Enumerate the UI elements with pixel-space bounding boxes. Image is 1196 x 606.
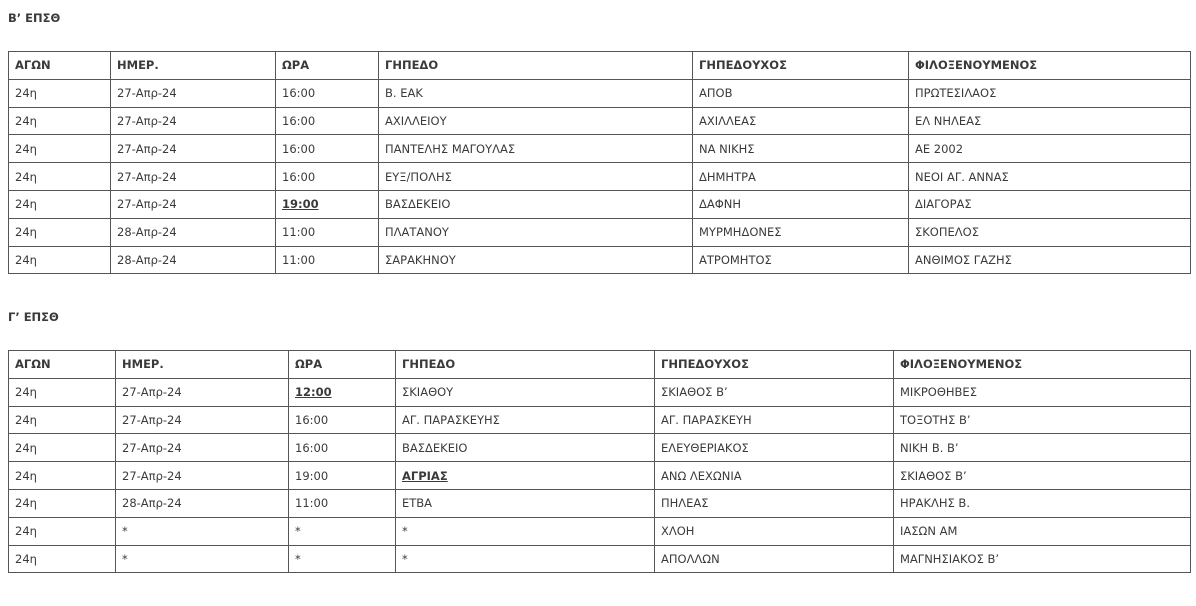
cell-time: 11:00 <box>276 218 379 246</box>
cell-home-team: ΑΧΙΛΛΕΑΣ <box>693 107 909 135</box>
cell-date: 27-Απρ-24 <box>116 434 289 462</box>
cell-away-team: ΣΚΙΑΘΟΣ Β’ <box>894 462 1191 490</box>
cell-time: * <box>289 517 396 545</box>
cell-date: 27-Απρ-24 <box>111 190 276 218</box>
table-row <box>9 190 1191 218</box>
cell-away-team: ΙΑΣΩΝ ΑΜ <box>894 517 1191 545</box>
cell-date: 28-Απρ-24 <box>111 246 276 274</box>
table-row <box>9 462 1191 490</box>
cell-away-team: ΝΙΚΗ Β. Β’ <box>894 434 1191 462</box>
cell-time: 16:00 <box>276 135 379 163</box>
cell-date: 27-Απρ-24 <box>116 406 289 434</box>
cell-date: 27-Απρ-24 <box>111 135 276 163</box>
cell-round: 24η <box>9 107 111 135</box>
cell-venue: ΣΚΙΑΘΟΥ <box>396 378 655 406</box>
cell-venue: ΣΑΡΑΚΗΝΟΥ <box>379 246 693 274</box>
table-row <box>9 489 1191 517</box>
col-header-home-team: ΓΗΠΕΔΟΥΧΟΣ <box>655 351 894 379</box>
cell-away-team: ΣΚΟΠΕΛΟΣ <box>909 218 1191 246</box>
table-row <box>9 545 1191 573</box>
cell-away-team: ΜΑΓΝΗΣΙΑΚΟΣ Β’ <box>894 545 1191 573</box>
table-header-row <box>9 52 1191 80</box>
cell-home-team: ΑΠΟΒ <box>693 79 909 107</box>
cell-venue: Β. ΕΑΚ <box>379 79 693 107</box>
cell-time: 16:00 <box>276 79 379 107</box>
cell-home-team: ΣΚΙΑΘΟΣ Β’ <box>655 378 894 406</box>
cell-home-team: ΑΓ. ΠΑΡΑΣΚΕΥΗ <box>655 406 894 434</box>
fixtures-table-g-epsth <box>8 350 1191 573</box>
section-title-b-epsth: Β’ ΕΠΣΘ <box>8 11 61 25</box>
table-header-row <box>9 351 1191 379</box>
cell-round: 24η <box>9 517 116 545</box>
cell-round: 24η <box>9 79 111 107</box>
cell-time: 11:00 <box>276 246 379 274</box>
col-header-venue: ΓΗΠΕΔΟ <box>396 351 655 379</box>
cell-date: 27-Απρ-24 <box>116 462 289 490</box>
table-row <box>9 434 1191 462</box>
cell-home-team: ΑΠΟΛΛΩΝ <box>655 545 894 573</box>
cell-round: 24η <box>9 406 116 434</box>
table-row <box>9 218 1191 246</box>
section-title-g-epsth: Γ’ ΕΠΣΘ <box>8 310 59 324</box>
cell-away-team: ΗΡΑΚΛΗΣ Β. <box>894 489 1191 517</box>
cell-away-team: ΠΡΩΤΕΣΙΛΑΟΣ <box>909 79 1191 107</box>
col-header-date: ΗΜΕΡ. <box>111 52 276 80</box>
cell-time: 19:00 <box>289 462 396 490</box>
cell-venue: ΠΑΝΤΕΛΗΣ ΜΑΓΟΥΛΑΣ <box>379 135 693 163</box>
cell-time: 16:00 <box>289 406 396 434</box>
cell-venue: ΠΛΑΤΑΝΟΥ <box>379 218 693 246</box>
cell-time: 16:00 <box>276 107 379 135</box>
col-header-time: ΩΡΑ <box>276 52 379 80</box>
cell-venue: ΕΤΒΑ <box>396 489 655 517</box>
fixtures-table-b-epsth <box>8 51 1191 274</box>
col-header-date: ΗΜΕΡ. <box>116 351 289 379</box>
cell-venue: ΑΓ. ΠΑΡΑΣΚΕΥΗΣ <box>396 406 655 434</box>
cell-venue: ΕΥΞ/ΠΟΛΗΣ <box>379 163 693 191</box>
cell-home-team: ΜΥΡΜΗΔΟΝΕΣ <box>693 218 909 246</box>
table-row <box>9 378 1191 406</box>
col-header-home-team: ΓΗΠΕΔΟΥΧΟΣ <box>693 52 909 80</box>
cell-venue-changed: ΑΓΡΙΑΣ <box>396 462 655 490</box>
cell-date: 27-Απρ-24 <box>111 79 276 107</box>
col-header-round: ΑΓΩΝ <box>9 52 111 80</box>
cell-away-team: ΕΛ ΝΗΛΕΑΣ <box>909 107 1191 135</box>
table-row <box>9 163 1191 191</box>
cell-away-team: ΤΟΞΟΤΗΣ Β’ <box>894 406 1191 434</box>
cell-time-changed: 19:00 <box>276 190 379 218</box>
cell-round: 24η <box>9 218 111 246</box>
col-header-round: ΑΓΩΝ <box>9 351 116 379</box>
table-row <box>9 79 1191 107</box>
cell-date: 28-Απρ-24 <box>111 218 276 246</box>
table-row <box>9 246 1191 274</box>
cell-date: * <box>116 517 289 545</box>
table-row <box>9 107 1191 135</box>
cell-round: 24η <box>9 163 111 191</box>
cell-home-team: ΠΗΛΕΑΣ <box>655 489 894 517</box>
cell-time: 16:00 <box>289 434 396 462</box>
table-row <box>9 517 1191 545</box>
table-row <box>9 135 1191 163</box>
cell-home-team: ΔΑΦΝΗ <box>693 190 909 218</box>
cell-home-team: ΕΛΕΥΘΕΡΙΑΚΟΣ <box>655 434 894 462</box>
cell-round: 24η <box>9 545 116 573</box>
cell-round: 24η <box>9 489 116 517</box>
cell-round: 24η <box>9 378 116 406</box>
cell-home-team: ΑΝΩ ΛΕΧΩΝΙΑ <box>655 462 894 490</box>
cell-home-team: ΑΤΡΟΜΗΤΟΣ <box>693 246 909 274</box>
cell-venue: ΑΧΙΛΛΕΙΟΥ <box>379 107 693 135</box>
cell-date: * <box>116 545 289 573</box>
cell-time: 11:00 <box>289 489 396 517</box>
cell-round: 24η <box>9 434 116 462</box>
col-header-venue: ΓΗΠΕΔΟ <box>379 52 693 80</box>
col-header-away-team: ΦΙΛΟΞΕΝΟΥΜΕΝΟΣ <box>894 351 1191 379</box>
cell-home-team: ΔΗΜΗΤΡΑ <box>693 163 909 191</box>
cell-home-team: ΝΑ ΝΙΚΗΣ <box>693 135 909 163</box>
cell-away-team: ΔΙΑΓΟΡΑΣ <box>909 190 1191 218</box>
cell-time: 16:00 <box>276 163 379 191</box>
cell-venue: * <box>396 517 655 545</box>
cell-venue: * <box>396 545 655 573</box>
cell-date: 27-Απρ-24 <box>111 107 276 135</box>
table-row <box>9 406 1191 434</box>
cell-away-team: ΝΕΟΙ ΑΓ. ΑΝΝΑΣ <box>909 163 1191 191</box>
cell-date: 28-Απρ-24 <box>116 489 289 517</box>
cell-venue: ΒΑΣΔΕΚΕΙΟ <box>396 434 655 462</box>
cell-home-team: ΧΛΟΗ <box>655 517 894 545</box>
col-header-time: ΩΡΑ <box>289 351 396 379</box>
cell-date: 27-Απρ-24 <box>111 163 276 191</box>
cell-date: 27-Απρ-24 <box>116 378 289 406</box>
cell-away-team: ΜΙΚΡΟΘΗΒΕΣ <box>894 378 1191 406</box>
cell-away-team: ΑΝΘΙΜΟΣ ΓΑΖΗΣ <box>909 246 1191 274</box>
cell-time: * <box>289 545 396 573</box>
col-header-away-team: ΦΙΛΟΞΕΝΟΥΜΕΝΟΣ <box>909 52 1191 80</box>
cell-time-changed: 12:00 <box>289 378 396 406</box>
cell-venue: ΒΑΣΔΕΚΕΙΟ <box>379 190 693 218</box>
cell-round: 24η <box>9 246 111 274</box>
cell-round: 24η <box>9 190 111 218</box>
cell-round: 24η <box>9 135 111 163</box>
cell-round: 24η <box>9 462 116 490</box>
cell-away-team: ΑΕ 2002 <box>909 135 1191 163</box>
